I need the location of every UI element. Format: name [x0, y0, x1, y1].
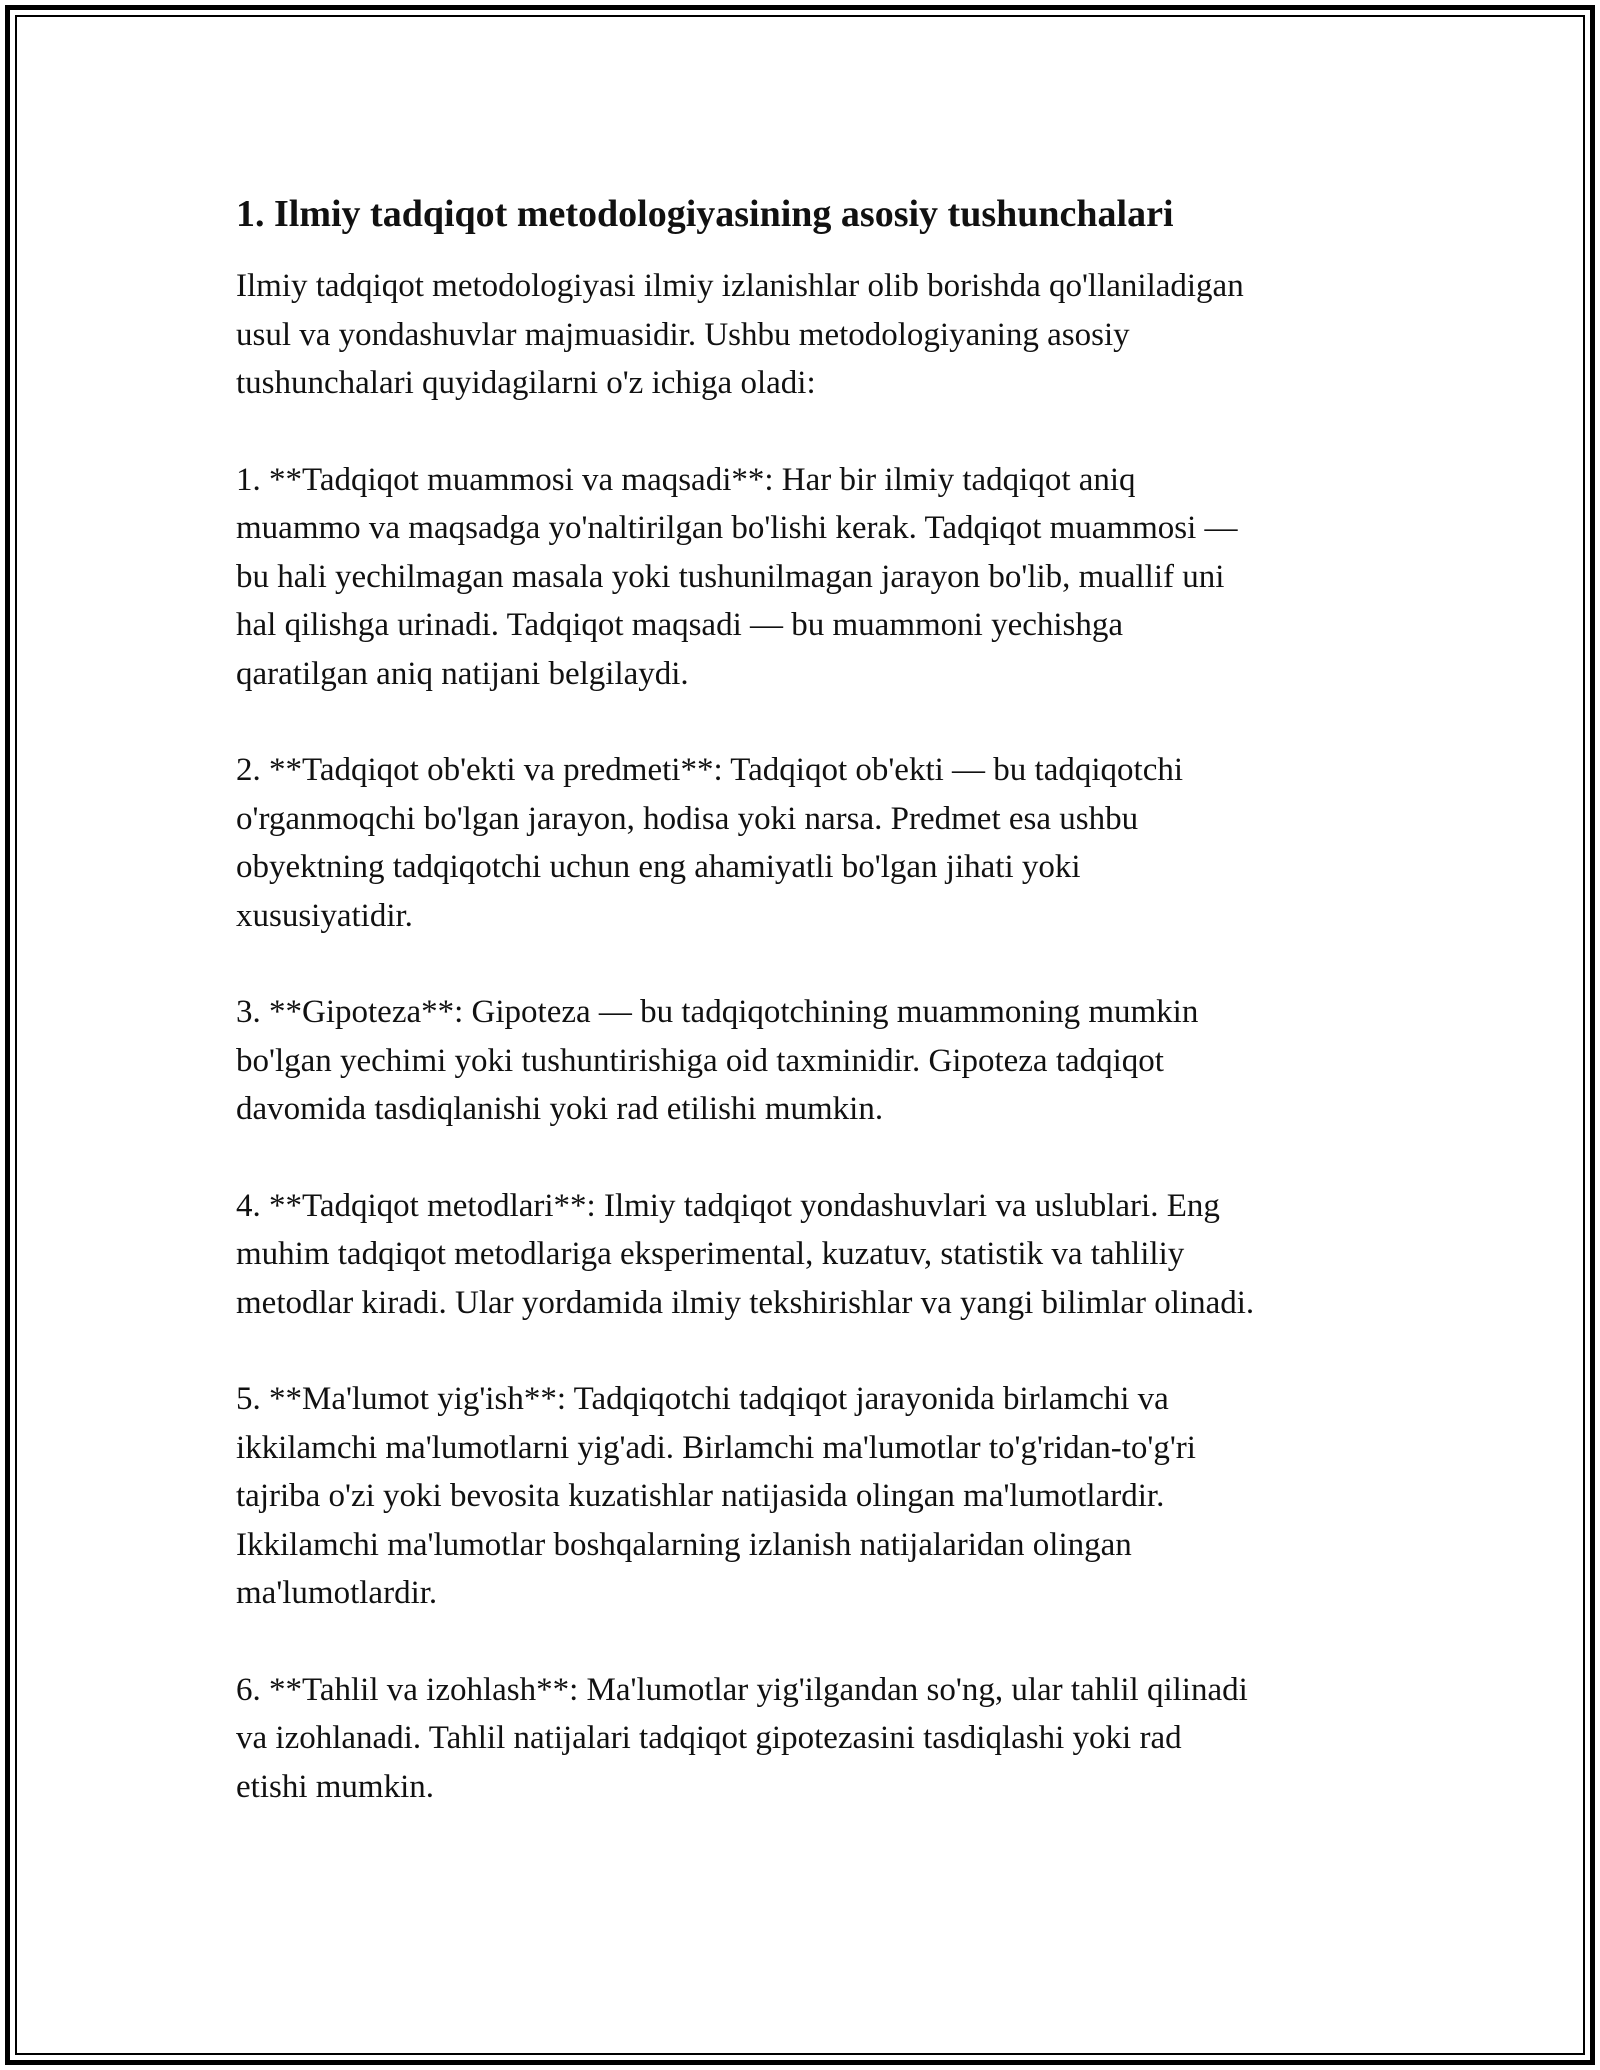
intro-paragraph: Ilmiy tadqiqot metodologiyasi ilmiy izlanishlar olib borishda qo'llaniladigan usul va yondashuvlar majmuasidir. Ushbu metodologiyaning asosiy tushunchalari quyidagilarni o'z ichiga oladi:: [236, 268, 1244, 401]
document-body: [236, 188, 1376, 1859]
item-data-collection: 5. **Ma'lumot yig'ish**: Tadqiqotchi tadqiqot jarayonida birlamchi va ikkilamchi ma'lumotlarni yig'adi. Birlamchi ma'lumotlar to'g'ridan-to'g'ri tajriba o'zi yoki bevosita kuzatishlar natijasida olingan ma'lumotlardir. Ikkilamchi ma'lumotlar boshqalarning izlanish natijalaridan olingan ma'lumotlardir.: [236, 1381, 1196, 1611]
item-hypothesis: 3. **Gipoteza**: Gipoteza — bu tadqiqotchining muammoning mumkin bo'lgan yechimi yoki tushuntirishiga oid taxminidir. Gipoteza tadqiqot davomida tasdiqlanishi yoki rad etilishi mumkin.: [236, 994, 1199, 1127]
item-research-problem-and-goal: 1. **Tadqiqot muammosi va maqsadi**: Har bir ilmiy tadqiqot aniq muammo va maqsadga yo'naltirilgan bo'lishi kerak. Tadqiqot muammosi — bu hali yechilmagan masala yoki tushunilmagan jarayon bo'lib, muallif uni hal qilishga urinadi. Tadqiqot maqsadi — bu muammoni yechishga qaratilgan aniq natijani belgilaydi.: [236, 461, 1238, 692]
item-analysis-and-interpretation: 6. **Tahlil va izohlash**: Ma'lumotlar yig'ilgandan so'ng, ular tahlil qilinadi va izohlanadi. Tahlil natijalari tadqiqot gipotezasini tasdiqlashi yoki rad etishi mumkin.: [236, 1671, 1248, 1805]
item-research-methods: 4. **Tadqiqot metodlari**: Ilmiy tadqiqot yondashuvlari va uslublari. Eng muhim tadqiqot metodlariga eksperimental, kuzatuv, statistik va tahliliy metodlar kiradi. Ular yordamida ilmiy tekshirishlar va yangi bilimlar olinadi.: [236, 1187, 1255, 1321]
section-heading: 1. Ilmiy tadqiqot metodologiyasining asosiy tushunchalari: [236, 193, 1174, 235]
item-research-object-and-subject: 2. **Tadqiqot ob'ekti va predmeti**: Tadqiqot ob'ekti — bu tadqiqotchi o'rganmoqchi bo'lgan jarayon, hodisa yoki narsa. Predmet esa ushbu obyektning tadqiqotchi uchun eng ahamiyatli bo'lgan jihati yoki xususiyatidir.: [236, 752, 1184, 934]
